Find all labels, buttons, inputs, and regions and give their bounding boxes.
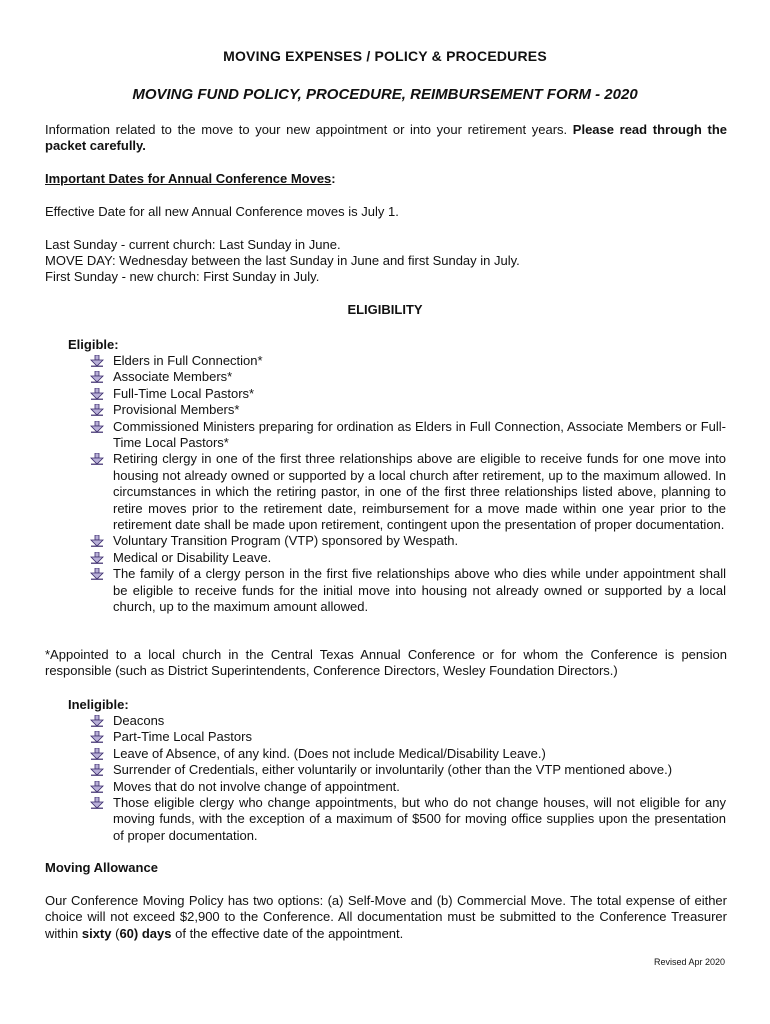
down-arrow-bullet-icon [90,535,104,547]
allowance-text-b: ( [111,925,120,941]
down-arrow-bullet-icon [90,748,104,760]
ineligible-item [90,713,726,729]
allowance-bold-a: sixty [81,925,112,941]
eligible-item [90,386,726,402]
down-arrow-bullet-icon [90,781,104,793]
ineligible-item-text: Leave of Absence, of any kind. (Does not include Medical/Disability Leave.) [113,745,546,761]
eligible-item [90,550,726,566]
eligible-item-text: Full-Time Local Pastors* [113,385,255,401]
document-subtitle: MOVING FUND POLICY, PROCEDURE, REIMBURSEMENT FORM - 2020 [132,86,638,103]
dates-heading: Important Dates for Annual Conference Moves [45,171,332,186]
down-arrow-bullet-icon [90,715,104,727]
allowance-bold-b: 60) days [119,925,172,941]
ineligible-item [90,762,726,778]
eligible-item [90,369,726,385]
eligible-label: Eligible: [68,337,119,352]
allowance-text-a: Our Conference Moving Policy has two options: (a) Self-Move and (b) Commercial Move. The total expense of either choice will not exceed $2,900 to the Conference. All documentation must be submitted to the Conference Treasurer within [45,893,727,941]
allowance-paragraph [45,893,727,942]
down-arrow-bullet-icon [90,731,104,743]
eligible-item-text: Elders in Full Connection* [113,353,263,368]
ineligible-item [90,746,726,762]
eligible-item-text: Voluntary Transition Program (VTP) sponsored by Wespath. [113,533,459,549]
allowance-text-c: of the effective date of the appointment. [171,925,404,941]
eligible-item-text: The family of a clergy person in the first five relationships above who dies while under appointment shall be eligible to receive funds for the initial move into housing not already owned or supported by a local church, up to the maximum amount allowed. [113,566,726,615]
down-arrow-bullet-icon [90,797,104,809]
move-day: MOVE DAY: Wednesday between the last Sunday in June and first Sunday in July. [45,253,520,268]
ineligible-item-text: Surrender of Credentials, either voluntarily or involuntarily (other than the VTP mentioned above.) [113,762,673,778]
document-title: MOVING EXPENSES / POLICY & PROCEDURES [223,48,547,64]
ineligible-item-text: Deacons [113,713,165,728]
eligible-list [90,353,726,616]
eligible-item [90,566,726,615]
ineligible-item [90,779,726,795]
down-arrow-bullet-icon [90,371,104,383]
eligible-item-text: Medical or Disability Leave. [113,549,272,565]
eligible-item [90,533,726,549]
down-arrow-bullet-icon [90,421,104,433]
down-arrow-bullet-icon [90,568,104,580]
effective-date: Effective Date for all new Annual Conference moves is July 1. [45,204,399,219]
eligible-item-text: Associate Members* [113,369,233,385]
revised-date: Revised Apr 2020 [653,957,725,967]
ineligible-item-text: Part-Time Local Pastors [113,729,252,745]
ineligible-item-text: Those eligible clergy who change appointments, but who do not change houses, will not eligible for any moving funds, with the exception of a maximum of $500 for moving office supplies upon the presentation of proper documentation. [113,795,726,843]
down-arrow-bullet-icon [90,355,104,367]
intro-paragraph [45,122,727,155]
down-arrow-bullet-icon [90,552,104,564]
eligible-item-text: Provisional Members* [113,402,240,418]
down-arrow-bullet-icon [90,404,104,416]
allowance-heading: Moving Allowance [45,860,158,875]
intro-text: Information related to the move to your new appointment or into your retirement years. [45,122,573,137]
ineligible-label: Ineligible: [68,697,129,712]
down-arrow-bullet-icon [90,388,104,400]
ineligible-item [90,729,726,745]
eligible-item-text: Retiring clergy in one of the first three relationships above are eligible to receive funds for one move into housing not already owned or supported by a local church after retirement, up to the maximum allowed. In circumstances in which the retiring pastor, in one of the first three relationships listed above, planning to retire moves prior to the retirement date, reimbursement for a move made within one year prior to the retirement date shall be made upon retirement, contingent upon the presentation of proper documentation. [113,451,726,533]
eligible-item [90,419,726,452]
down-arrow-bullet-icon [90,764,104,776]
eligibility-heading: ELIGIBILITY [347,302,423,317]
eligibility-footnote: *Appointed to a local church in the Central Texas Annual Conference or for whom the Conference is pension responsible (such as District Superintendents, Conference Directors, Wesley Foundation Directors.) [45,647,727,679]
eligible-item [90,353,726,369]
first-sunday: First Sunday - new church: First Sunday in July. [45,269,320,284]
eligible-item [90,451,726,533]
down-arrow-bullet-icon [90,453,104,465]
ineligible-item-text: Moves that do not involve change of appointment. [113,778,400,794]
dates-heading-colon: : [331,171,336,186]
eligible-item-text: Commissioned Ministers preparing for ordination as Elders in Full Connection, Associate Members or Full-Time Local Pastors* [113,418,726,451]
eligible-item [90,402,726,418]
ineligible-list [90,713,726,844]
last-sunday: Last Sunday - current church: Last Sunday in June. [45,237,341,252]
dates-heading-line [45,171,727,187]
ineligible-item [90,795,726,844]
intro-emphasis: Please read through the packet carefully. [45,122,727,154]
